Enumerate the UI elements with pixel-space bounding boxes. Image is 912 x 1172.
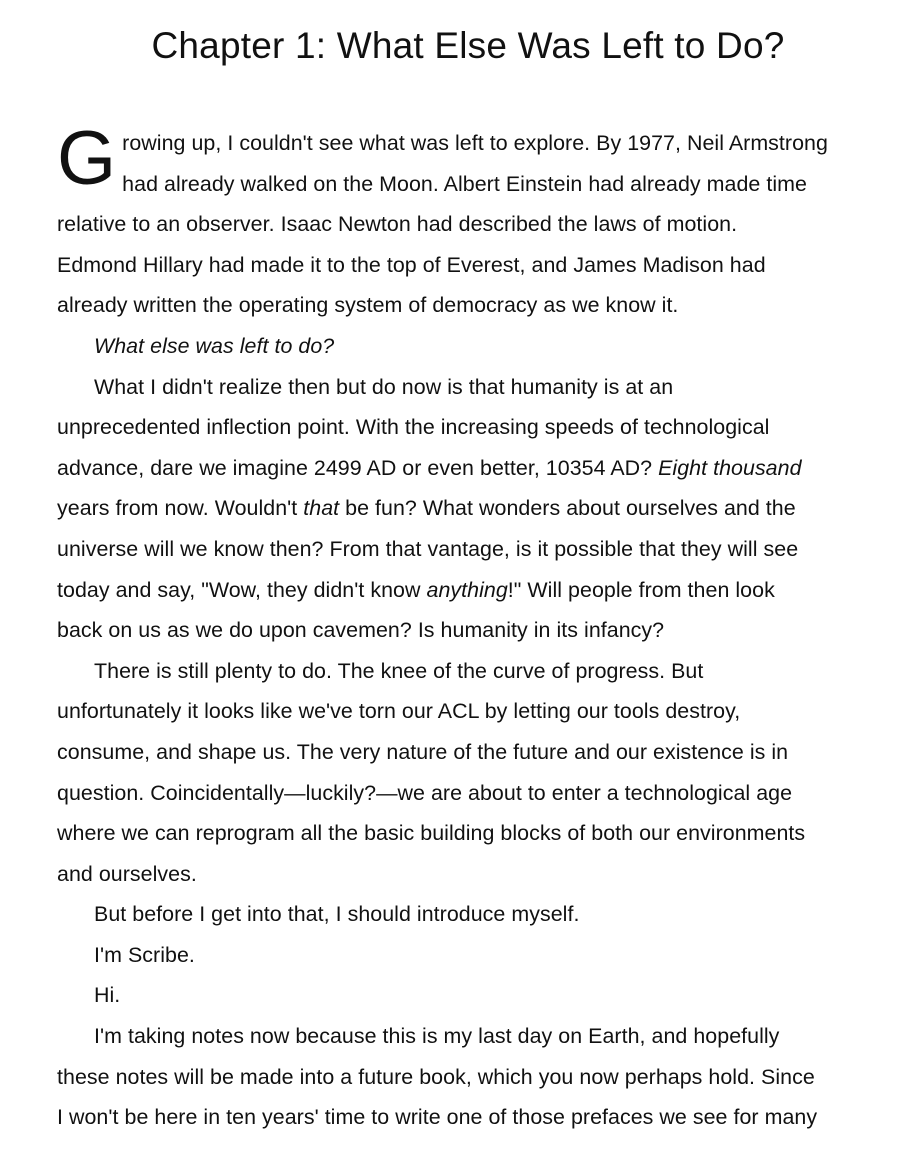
paragraph-6: I'm Scribe. — [94, 942, 195, 967]
paragraph-3-line-6-italic: anything — [426, 577, 508, 602]
paragraph-3-line-4-italic: that — [303, 496, 340, 521]
chapter-body — [57, 116, 883, 1138]
paragraph-1-line-5: already written the operating system of democracy as we know it. — [57, 293, 679, 318]
paragraph-3-line-6-text-a: today and say, "Wow, they didn't know — [57, 577, 427, 602]
chapter-title: Chapter 1: What Else Was Left to Do? — [151, 25, 785, 66]
paragraph-4-line-2: unfortunately it looks like we've torn our ACL by letting our tools destroy, — [57, 699, 741, 724]
paragraph-4-line-5: where we can reprogram all the basic building blocks of both our environments — [57, 821, 806, 846]
paragraph-7: Hi. — [94, 983, 121, 1008]
paragraph-1-line-1: rowing up, I couldn't see what was left to explore. By 1977, Neil Armstrong — [122, 131, 828, 155]
paragraph-8-line-3: I won't be here in ten years' time to write one of those prefaces we see for many — [57, 1105, 818, 1130]
paragraph-3-line-7: back on us as we do upon cavemen? Is humanity in its infancy? — [57, 618, 665, 643]
paragraph-3-line-4-text-b: be fun? What wonders about ourselves and the — [339, 496, 796, 521]
paragraph-4-line-4: question. Coincidentally—luckily?—we are about to enter a technological age — [57, 780, 793, 805]
book-page — [57, 0, 883, 1138]
paragraph-4-line-6: and ourselves. — [57, 861, 197, 886]
paragraph-3-line-6 — [57, 570, 883, 611]
paragraph-4 — [57, 651, 883, 895]
paragraph-3-line-4 — [57, 488, 883, 529]
paragraph-5: But before I get into that, I should introduce myself. — [94, 902, 580, 927]
paragraph-1 — [57, 116, 883, 326]
paragraph-2-italic: What else was left to do? — [94, 333, 335, 358]
paragraph-3-line-3 — [57, 448, 883, 489]
paragraph-8-line-2: these notes will be made into a future book, which you now perhaps hold. Since — [57, 1064, 815, 1089]
paragraph-3-line-5: universe will we know then? From that vantage, is it possible that they will see — [57, 536, 799, 561]
paragraph-3-line-3-text: advance, dare we imagine 2499 AD or even better, 10354 AD? — [57, 455, 659, 480]
paragraph-4-line-1: There is still plenty to do. The knee of the curve of progress. But — [94, 658, 704, 683]
drop-cap: G — [57, 116, 117, 201]
paragraph-8 — [57, 1016, 883, 1138]
paragraph-3-line-1: What I didn't realize then but do now is that humanity is at an — [94, 374, 674, 399]
paragraph-3-line-3-italic: Eight thousand — [658, 455, 802, 480]
paragraph-2 — [57, 326, 883, 367]
paragraph-1-line-2: had already walked on the Moon. Albert Einstein had already made time — [122, 171, 807, 196]
paragraph-3-line-2: unprecedented inflection point. With the increasing speeds of technological — [57, 415, 770, 440]
paragraph-3 — [57, 367, 883, 651]
paragraph-3-line-4-text-a: years from now. Wouldn't — [57, 496, 304, 521]
paragraph-8-line-1: I'm taking notes now because this is my last day on Earth, and hopefully — [94, 1024, 780, 1049]
paragraph-1-line-3: relative to an observer. Isaac Newton had described the laws of motion. — [57, 212, 738, 237]
paragraph-4-line-3: consume, and shape us. The very nature of the future and our existence is in — [57, 739, 789, 764]
paragraph-3-line-6-text-b: !" Will people from then look — [507, 577, 775, 602]
paragraph-1-line-4: Edmond Hillary had made it to the top of Everest, and James Madison had — [57, 252, 766, 277]
